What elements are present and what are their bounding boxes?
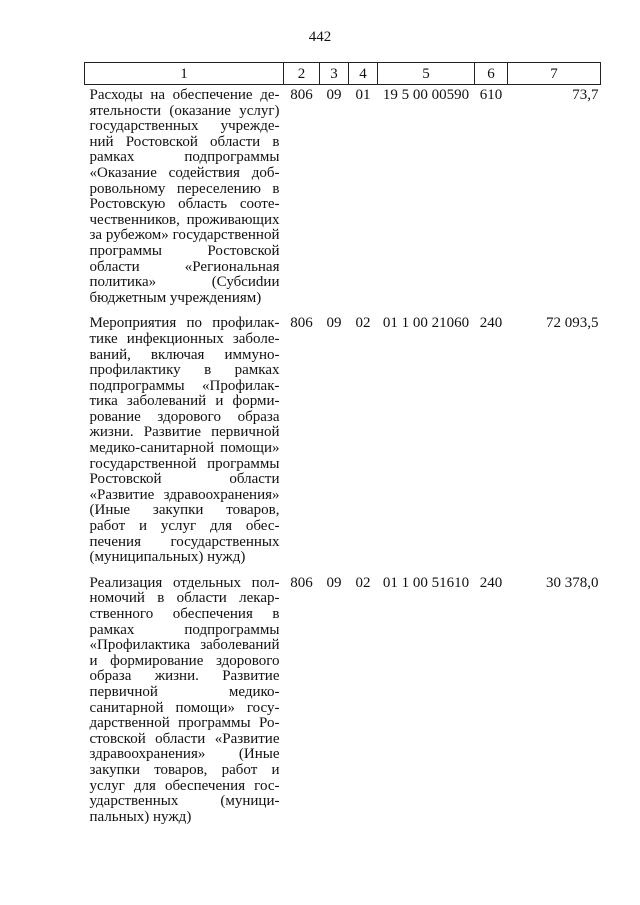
row-ministry-code: 806 <box>290 574 313 591</box>
column-header-4: 4 <box>349 63 378 85</box>
table-row <box>85 85 601 314</box>
row-section-code: 09 <box>326 315 342 332</box>
row-expense-type: 240 <box>479 574 503 591</box>
row-amount: 73,7 <box>572 87 599 103</box>
row-amount: 30 378,0 <box>546 574 599 591</box>
row-expense-type: 240 <box>479 315 503 332</box>
column-header-6: 6 <box>475 63 508 85</box>
row-subsection-code: 02 <box>355 574 371 591</box>
row-target-article: 01 1 00 51610 <box>382 574 470 591</box>
column-header-1: 1 <box>85 63 284 85</box>
table-row <box>85 313 601 573</box>
row-expense-type: 610 <box>479 87 503 103</box>
row-description: Расходы на обеспечение деятельности (оказание услуг) государственных учреждений Ростовской области в рамках подпрограммы «Оказание содействия добровольному переселению в Ростовскую область соотeчественников, проживающих за рубежом» государственной программы Ростовской области «Региональная политика» (Субсиdии бюджетным учреждениям) <box>89 87 280 306</box>
row-amount: 72 093,5 <box>546 315 599 332</box>
column-header-7: 7 <box>508 63 601 85</box>
row-target-article: 19 5 00 00590 <box>382 87 470 103</box>
table-row <box>85 573 601 833</box>
row-description: Реализация отдельных полномочий в области лекарственного обеспечения в рамках подпрограммы «Профилактика заболеваний и формирование здорового образа жизни. Развитие первичной медико-санитарной помощи» государственной программы Ростовской области «Развитие здравоохранения» (Иные закупки товаров, работ и услуг для обеспечения государственных (муниципальных) нужд) <box>89 574 280 825</box>
row-description: Мероприятия по профилактике инфекционных заболеваний, включая иммунопрофилактику в рамках подпрограммы «Профилактика заболеваний и формирование здорового образа жизни. Развитие первичной медико-санитарной помощи» государственной программы Ростовской области «Развитие здравоохранения» (Иные закупки товаров, работ и услуг для обеспечения государственных (муниципальных) нужд) <box>89 315 280 566</box>
column-header-2: 2 <box>284 63 320 85</box>
budget-table <box>84 62 601 832</box>
row-ministry-code: 806 <box>290 87 313 103</box>
column-header-5: 5 <box>378 63 475 85</box>
table-header-row <box>85 63 601 85</box>
row-subsection-code: 01 <box>355 87 371 103</box>
row-target-article: 01 1 00 21060 <box>382 315 470 332</box>
column-header-3: 3 <box>320 63 349 85</box>
row-subsection-code: 02 <box>355 315 371 332</box>
row-section-code: 09 <box>326 87 342 103</box>
row-ministry-code: 806 <box>290 315 313 332</box>
row-section-code: 09 <box>326 574 342 591</box>
page-number: 442 <box>308 29 332 45</box>
